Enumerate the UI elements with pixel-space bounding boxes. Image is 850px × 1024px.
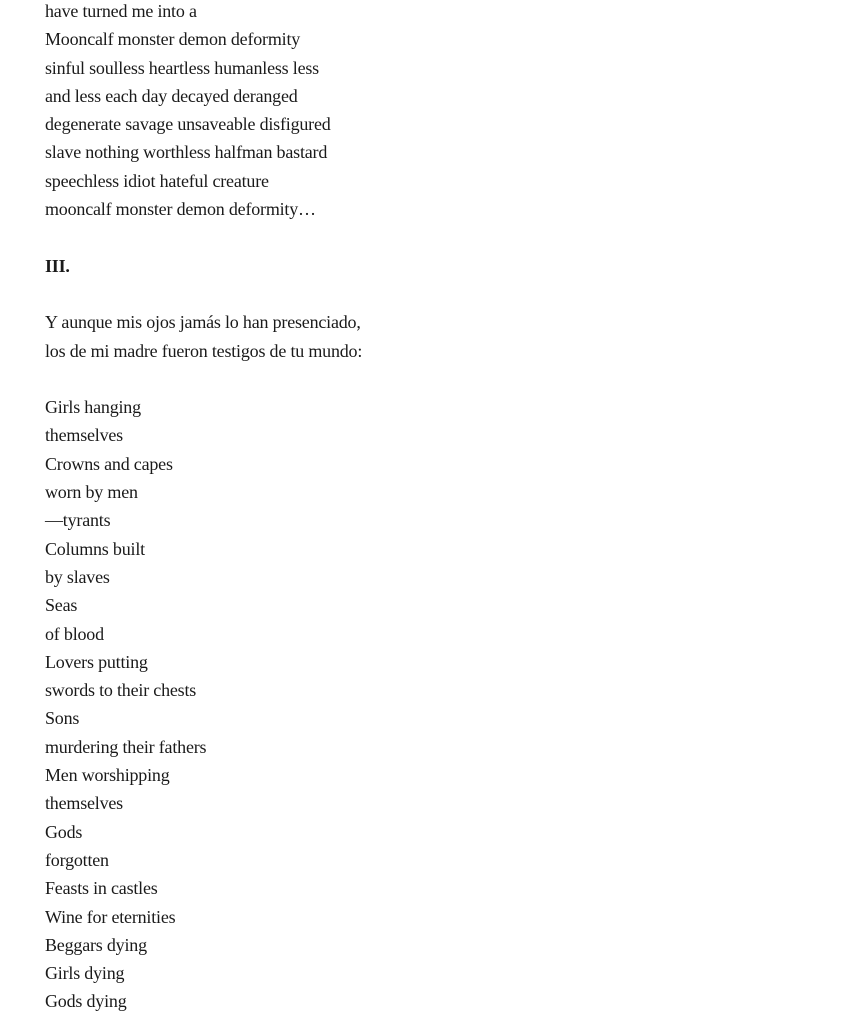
stanza-one bbox=[45, 0, 850, 223]
poem-line: murdering their fathers bbox=[45, 736, 207, 757]
stanza-gap bbox=[45, 223, 850, 251]
stanza-three bbox=[45, 393, 850, 1016]
poem-line: Sons bbox=[45, 708, 80, 729]
poem-line: mooncalf monster demon deformity… bbox=[45, 199, 316, 220]
stanza-two bbox=[45, 308, 850, 365]
poem-line: Columns built bbox=[45, 538, 145, 559]
section-heading: III. bbox=[45, 255, 70, 276]
poem-line: Men worshipping bbox=[45, 765, 170, 786]
poem-line: —tyrants bbox=[45, 510, 111, 531]
stanza-gap bbox=[45, 365, 850, 393]
poem-line: Lovers putting bbox=[45, 651, 148, 672]
poem-line: Mooncalf monster demon deformity bbox=[45, 29, 301, 50]
poem-line: speechless idiot hateful creature bbox=[45, 170, 269, 191]
poem-line: themselves bbox=[45, 425, 123, 446]
poem-line: Gods dying bbox=[45, 991, 127, 1012]
stanza-gap bbox=[45, 280, 850, 308]
poem-line: forgotten bbox=[45, 849, 109, 870]
poem-line: degenerate savage unsaveable disfigured bbox=[45, 114, 331, 135]
poem-line: of blood bbox=[45, 623, 104, 644]
poem-line: Wine for eternities bbox=[45, 906, 176, 927]
poem-line: sinful soulless heartless humanless less bbox=[45, 57, 319, 78]
poem-line: Y aunque mis ojos jamás lo han presenciado, bbox=[45, 312, 361, 333]
poem-line: swords to their chests bbox=[45, 680, 197, 701]
poem-line: worn by men bbox=[45, 482, 138, 503]
poem-line: themselves bbox=[45, 793, 123, 814]
poem-line: Beggars dying bbox=[45, 934, 147, 955]
poem-line: Girls dying bbox=[45, 963, 125, 984]
poem-line: Gods bbox=[45, 821, 83, 842]
poem-line: Crowns and capes bbox=[45, 453, 173, 474]
poem-line: by slaves bbox=[45, 566, 110, 587]
poem-line: Seas bbox=[45, 595, 78, 616]
poem-line: Girls hanging bbox=[45, 397, 141, 418]
poem-line: and less each day decayed deranged bbox=[45, 85, 298, 106]
poem-line: have turned me into a bbox=[45, 1, 197, 21]
poem-line: los de mi madre fueron testigos de tu mundo: bbox=[45, 340, 363, 361]
poem-line: slave nothing worthless halfman bastard bbox=[45, 142, 328, 163]
poem-line: Feasts in castles bbox=[45, 878, 158, 899]
